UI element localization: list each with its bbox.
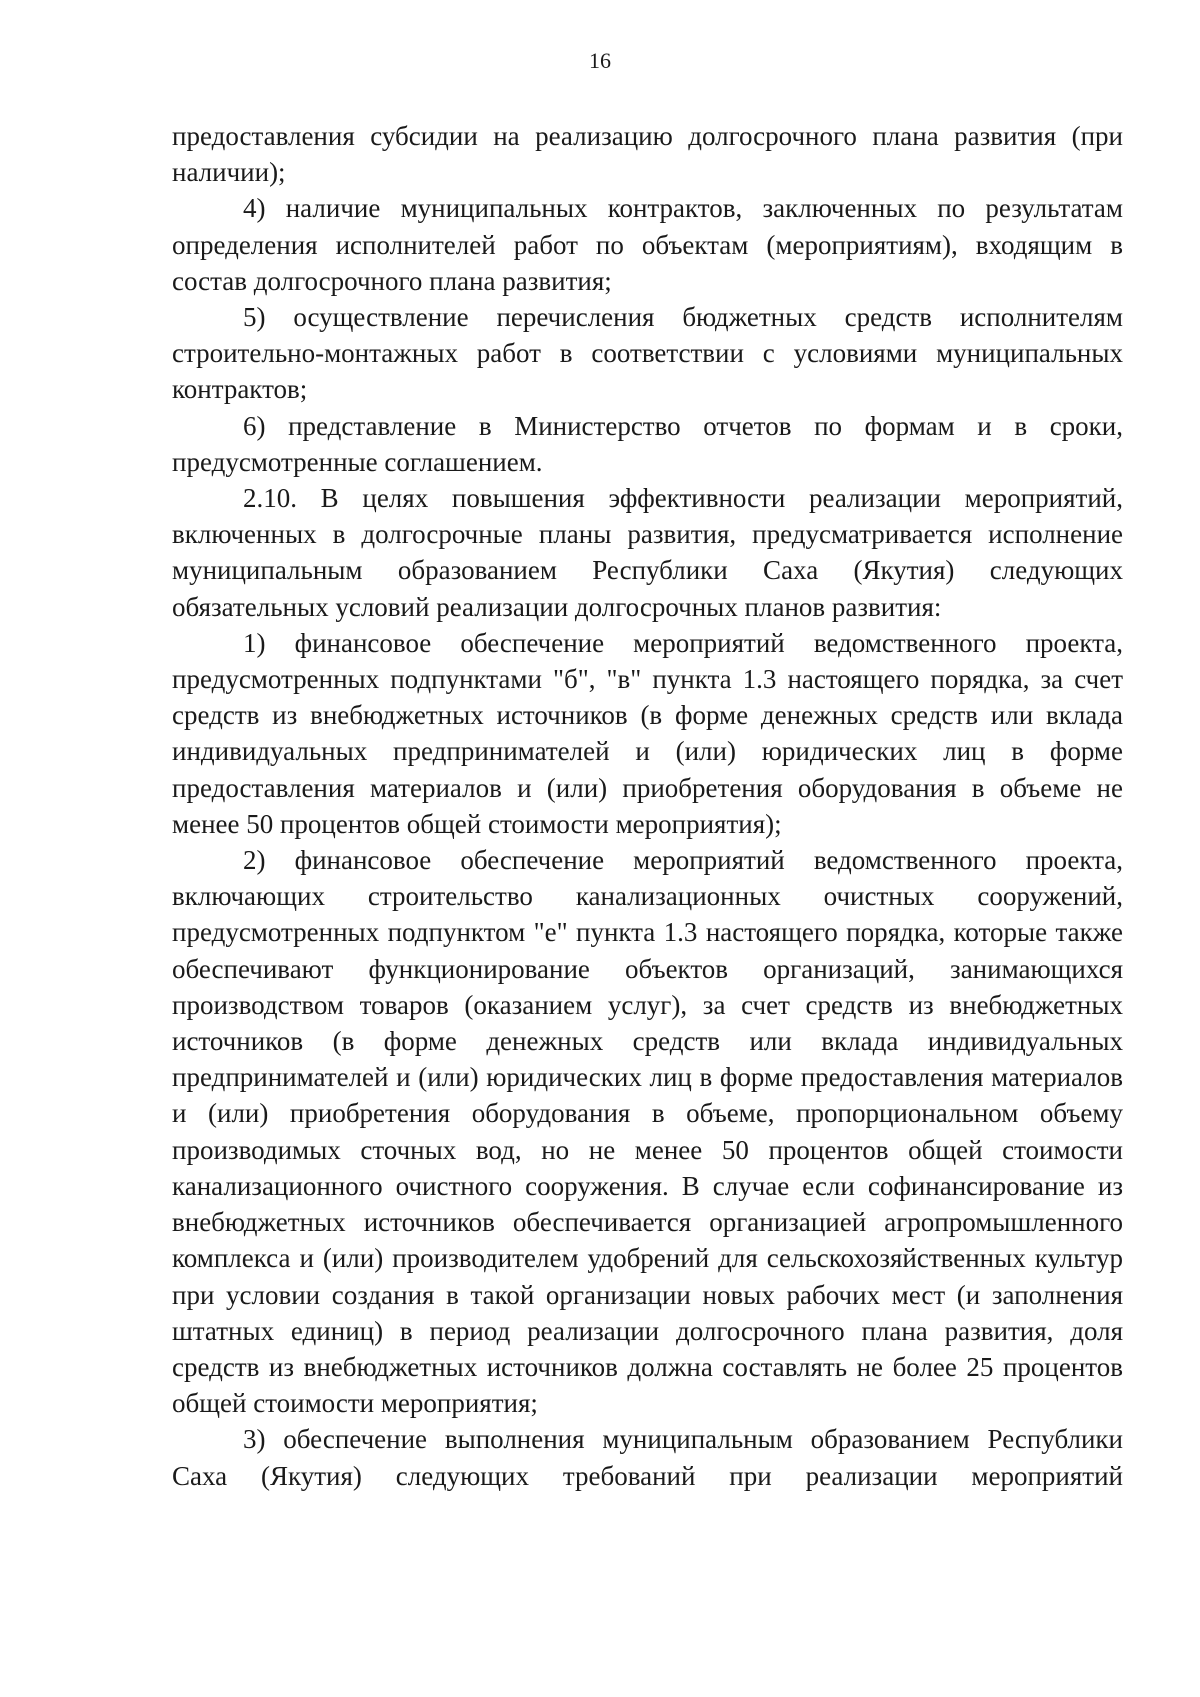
paragraph-condition-3: 3) обеспечение выполнения муниципальным образованием Республики Саха (Якутия) следующих требований при реализации мероприятий: [172, 1424, 1123, 1491]
paragraph-item-6: 6) представление в Министерство отчетов по формам и в сроки, предусмотренные соглашением.: [172, 410, 1123, 477]
paragraph-item-5: 5) осуществление перечисления бюджетных средств исполнителям строительно-монтажных работ в соответствии с условиями муниципальных контрактов;: [172, 302, 1123, 405]
paragraph-section-2-10: 2.10. В целях повышения эффективности реализации мероприятий, включенных в долгосрочные планы развития, предусматривается исполнение муниципальным образованием Республики Саха (Якутия) следующих обязательных условий реализации долгосрочных планов развития:: [172, 483, 1123, 622]
page-number: 16: [589, 48, 611, 73]
paragraph-condition-2: 2) финансовое обеспечение мероприятий ведомственного проекта, включающих строительство канализационных очистных сооружений, предусмотренных подпунктом "е" пункта 1.3 настоящего порядка, которые также обеспечивают функционирование объектов организаций, занимающихся производством товаров (оказанием услуг), за счет средств из внебюджетных источников (в форме денежных средств или вклада индивидуальных предпринимателей и (или) юридических лиц в форме предоставления материалов и (или) приобретения оборудования в объеме, пропорциональном объему производимых сточных вод, но не менее 50 процентов общей стоимости канализационного очистного сооружения. В случае если софинансирование из внебюджетных источников обеспечивается организацией агропромышленного комплекса и (или) производителем удобрений для сельскохозяйственных культур при условии создания в такой организации новых рабочих мест (и заполнения штатных единиц) в период реализации долгосрочного плана развития, доля средств из внебюджетных источников должна составлять не более 25 процентов общей стоимости мероприятия;: [172, 845, 1123, 1419]
document-body: [172, 118, 1123, 1494]
paragraph-continuation: предоставления субсидии на реализацию долгосрочного плана развития (при наличии);: [172, 121, 1123, 188]
paragraph-item-4: 4) наличие муниципальных контрактов, заключенных по результатам определения исполнителей работ по объектам (мероприятиям), входящим в состав долгосрочного плана развития;: [172, 193, 1123, 296]
paragraph-condition-1: 1) финансовое обеспечение мероприятий ведомственного проекта, предусмотренных подпунктами "б", "в" пункта 1.3 настоящего порядка, за счет средств из внебюджетных источников (в форме денежных средств или вклада индивидуальных предпринимателей и (или) юридических лиц в форме предоставления материалов и (или) приобретения оборудования в объеме не менее 50 процентов общей стоимости мероприятия);: [172, 627, 1123, 839]
